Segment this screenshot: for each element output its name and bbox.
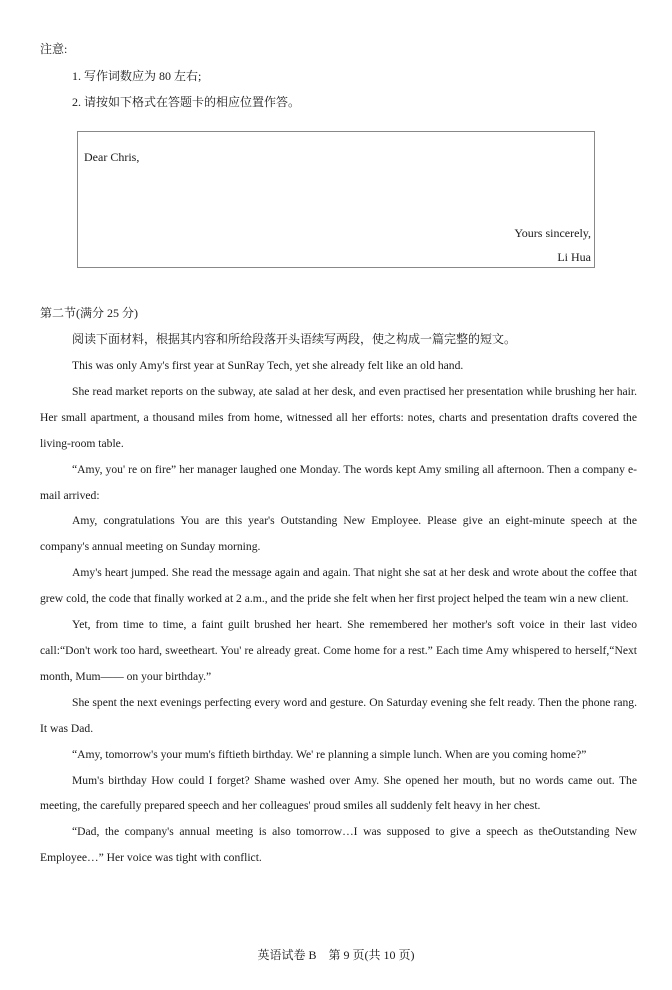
story-paragraph: “Dad, the company's annual meeting is also tomorrow…I was supposed to give a speech as theOutstanding New Employee…” Her voice was tight with conflict. <box>40 825 637 865</box>
letter-template-box <box>77 131 595 268</box>
notes-heading: 注意: <box>40 42 68 56</box>
story-text <box>40 353 637 871</box>
story-paragraph: Mum's birthday How could I forget? Shame washed over Amy. She opened her mouth, but no words came out. The meeting, the carefully prepared speech and her colleagues' proud smiles all suddenly felt heavy in her chest. <box>40 773 637 813</box>
note-item-2: 2. 请按如下格式在答题卡的相应位置作答。 <box>72 95 301 109</box>
story-paragraph: She spent the next evenings perfecting every word and gesture. On Saturday evening she felt ready. Then the phone rang. It was Dad. <box>40 695 637 735</box>
note-item-1: 1. 写作词数应为 80 左右; <box>72 69 202 83</box>
page-footer: 英语试卷 B 第 9 页(共 10 页) <box>257 948 415 962</box>
letter-signature: Li Hua <box>557 250 591 264</box>
section-instruction: 阅读下面材料，根据其内容和所给段落开头语续写两段，使之构成一篇完整的短文。 <box>72 332 517 346</box>
story-paragraph: This was only Amy's first year at SunRay Tech, yet she already felt like an old hand. <box>72 359 464 372</box>
story-paragraph: “Amy, tomorrow's your mum's fiftieth birthday. We' re planning a simple lunch. When are you coming home?” <box>72 747 587 761</box>
story-paragraph: Yet, from time to time, a faint guilt brushed her heart. She remembered her mother's soft voice in their last video call:“Don't work too hard, sweetheart. You' re already great. Come home for a rest.” Each time Amy whispered to herself,“Next month, Mum—— on your birthday.” <box>40 618 637 683</box>
story-paragraph: Amy, congratulations You are this year's Outstanding New Employee. Please give an eight-minute speech at the company's annual meeting on Sunday morning. <box>40 514 637 554</box>
letter-salutation: Dear Chris, <box>84 150 140 164</box>
letter-closing: Yours sincerely, <box>514 226 591 240</box>
story-paragraph: Amy's heart jumped. She read the message again and again. That night she sat at her desk and wrote about the coffee that grew cold, the code that finally worked at 2 a.m., and the pride she felt when her first project helped the team win a new client. <box>40 566 637 606</box>
section-title: 第二节(满分 25 分) <box>40 306 138 320</box>
story-paragraph: She read market reports on the subway, ate salad at her desk, and even practised her presentation while brushing her hair. Her small apartment, a thousand miles from home, witnessed all her efforts: notes, charts and presentation drafts covered the living-room table. <box>40 384 637 450</box>
story-paragraph: “Amy, you' re on fire” her manager laughed one Monday. The words kept Amy smiling all afternoon. Then a company e-mail arrived: <box>40 462 637 502</box>
